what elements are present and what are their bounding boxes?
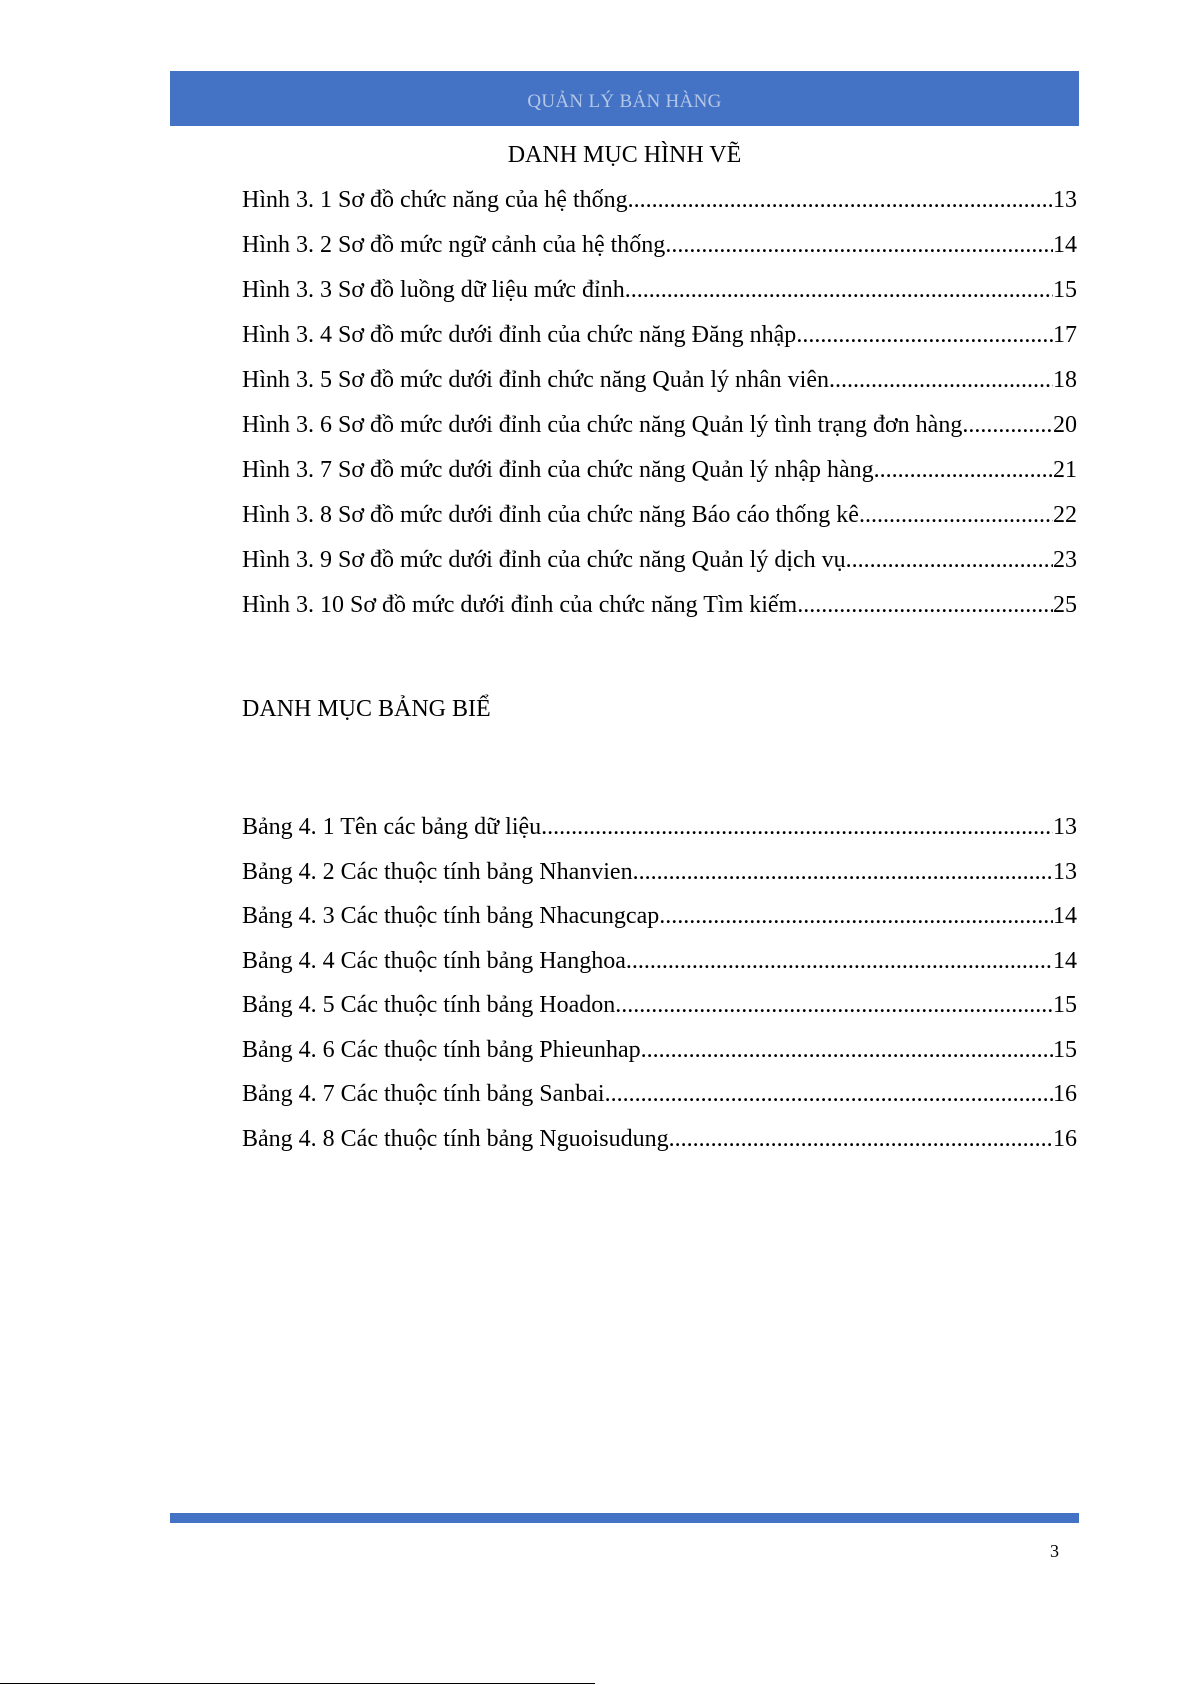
figure-toc-entry[interactable] [242, 448, 1077, 493]
figure-toc-entry[interactable] [242, 313, 1077, 358]
figure-toc-entry[interactable] [242, 223, 1077, 268]
toc-entry-page: 14 [1053, 232, 1077, 258]
toc-entry-text: Hình 3. 10 Sơ đồ mức dưới đỉnh của chức năng Tìm kiếm [242, 592, 798, 618]
figure-toc-entry[interactable] [242, 178, 1077, 223]
toc-entry-page: 14 [1053, 947, 1077, 974]
toc-dot-leader [541, 805, 1053, 850]
table-toc-entry[interactable] [242, 850, 1077, 895]
toc-entry-text: Hình 3. 3 Sơ đồ luồng dữ liệu mức đỉnh [242, 277, 625, 303]
footer-bar [170, 1513, 1079, 1523]
toc-entry-page: 17 [1053, 322, 1077, 348]
toc-entry-page: 20 [1053, 412, 1077, 438]
figure-toc-entry[interactable] [242, 583, 1077, 628]
toc-dot-leader [859, 493, 1053, 538]
toc-dot-leader [962, 403, 1053, 448]
table-toc-entry[interactable] [242, 1117, 1077, 1162]
toc-dot-leader [659, 894, 1053, 939]
table-toc-entry[interactable] [242, 1072, 1077, 1117]
toc-dot-leader [669, 1117, 1053, 1162]
figures-list-title: DANH MỤC HÌNH VẼ [507, 142, 742, 168]
table-toc-entry[interactable] [242, 983, 1077, 1028]
toc-entry-page: 15 [1053, 992, 1077, 1018]
toc-dot-leader [796, 313, 1053, 358]
toc-entry-text: Bảng 4. 7 Các thuộc tính bảng Sanbai [242, 1081, 605, 1107]
figures-list [242, 178, 1077, 628]
toc-entry-page: 18 [1053, 367, 1077, 393]
table-toc-entry[interactable] [242, 805, 1077, 850]
toc-dot-leader [633, 850, 1053, 895]
toc-entry-page: 15 [1053, 277, 1077, 303]
toc-dot-leader [628, 178, 1053, 223]
toc-entry-page: 23 [1053, 547, 1077, 573]
toc-entry-page: 15 [1053, 1036, 1077, 1063]
toc-entry-text: Hình 3. 5 Sơ đồ mức dưới đỉnh chức năng Quản lý nhân viên [242, 367, 829, 393]
toc-entry-text: Hình 3. 7 Sơ đồ mức dưới đỉnh của chức năng Quản lý nhập hàng [242, 457, 874, 483]
toc-entry-page: 21 [1053, 457, 1077, 483]
toc-entry-page: 13 [1053, 858, 1077, 885]
toc-entry-page: 25 [1053, 592, 1077, 618]
page-number: 3 [1050, 1541, 1059, 1561]
toc-entry-text: Hình 3. 1 Sơ đồ chức năng của hệ thống [242, 187, 628, 213]
toc-entry-text: Hình 3. 8 Sơ đồ mức dưới đỉnh của chức năng Báo cáo thống kê [242, 502, 859, 528]
toc-dot-leader [874, 448, 1053, 493]
toc-dot-leader [846, 538, 1053, 583]
toc-entry-text: Bảng 4. 8 Các thuộc tính bảng Nguoisudung [242, 1125, 669, 1152]
toc-dot-leader [829, 358, 1053, 403]
toc-entry-page: 14 [1053, 903, 1077, 929]
toc-dot-leader [665, 223, 1053, 268]
figure-toc-entry[interactable] [242, 538, 1077, 583]
header-title: QUẢN LÝ BÁN HÀNG [527, 91, 722, 112]
toc-dot-leader [626, 939, 1053, 984]
table-toc-entry[interactable] [242, 1028, 1077, 1073]
toc-entry-text: Hình 3. 6 Sơ đồ mức dưới đỉnh của chức năng Quản lý tình trạng đơn hàng [242, 412, 963, 438]
toc-entry-text: Bảng 4. 2 Các thuộc tính bảng Nhanvien [242, 858, 633, 885]
toc-entry-page: 16 [1053, 1081, 1077, 1107]
toc-entry-page: 13 [1053, 814, 1077, 840]
header-bar [170, 71, 1079, 126]
figure-toc-entry[interactable] [242, 493, 1077, 538]
tables-list [242, 805, 1077, 1161]
toc-entry-text: Bảng 4. 5 Các thuộc tính bảng Hoadon [242, 992, 616, 1018]
toc-dot-leader [625, 268, 1053, 313]
toc-entry-text: Bảng 4. 4 Các thuộc tính bảng Hanghoa [242, 947, 626, 974]
table-toc-entry[interactable] [242, 939, 1077, 984]
toc-entry-page: 22 [1053, 502, 1077, 528]
toc-dot-leader [605, 1072, 1053, 1117]
toc-entry-text: Hình 3. 2 Sơ đồ mức ngữ cảnh của hệ thống [242, 232, 666, 258]
toc-entry-page: 16 [1053, 1125, 1077, 1152]
figure-toc-entry[interactable] [242, 358, 1077, 403]
toc-entry-text: Hình 3. 9 Sơ đồ mức dưới đỉnh của chức năng Quản lý dịch vụ [242, 547, 846, 573]
bottom-rule [0, 1683, 595, 1684]
figure-toc-entry[interactable] [242, 403, 1077, 448]
toc-dot-leader [641, 1028, 1053, 1073]
toc-dot-leader [615, 983, 1053, 1028]
toc-entry-page: 13 [1053, 187, 1077, 213]
toc-entry-text: Bảng 4. 6 Các thuộc tính bảng Phieunhap [242, 1036, 641, 1063]
toc-entry-text: Bảng 4. 3 Các thuộc tính bảng Nhacungcap [242, 903, 660, 929]
table-toc-entry[interactable] [242, 894, 1077, 939]
toc-entry-text: Hình 3. 4 Sơ đồ mức dưới đỉnh của chức năng Đăng nhập [242, 322, 797, 348]
figure-toc-entry[interactable] [242, 268, 1077, 313]
tables-list-title: DANH MỤC BẢNG BIỂ [242, 696, 491, 722]
toc-dot-leader [797, 583, 1053, 628]
toc-entry-text: Bảng 4. 1 Tên các bảng dữ liệu [242, 814, 542, 840]
